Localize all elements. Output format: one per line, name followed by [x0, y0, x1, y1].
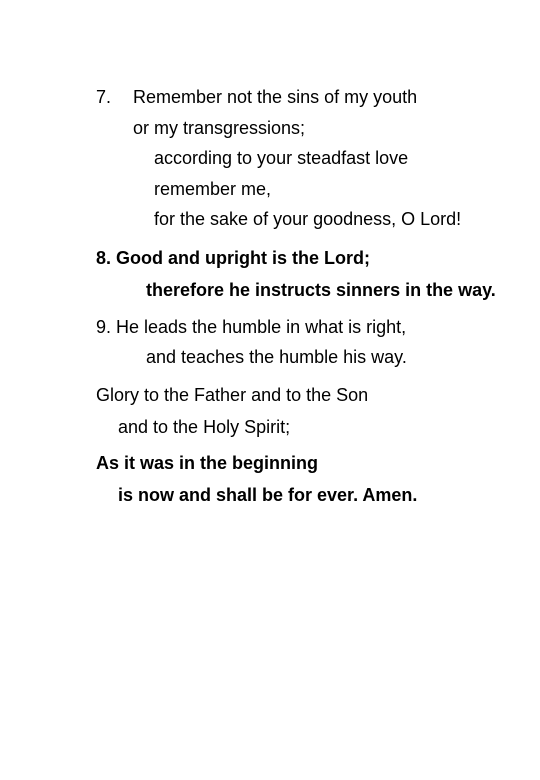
- verse-7-line-4: remember me,: [154, 179, 272, 199]
- verse-7-line-2: or my transgressions;: [133, 118, 306, 138]
- gloria-leader-line-2: and to the Holy Spirit;: [118, 417, 291, 437]
- gloria-response-line-2: is now and shall be for ever. Amen.: [118, 485, 418, 505]
- verse-7-line-1: Remember not the sins of my youth: [133, 87, 418, 107]
- gloria-response-line-1: As it was in the beginning: [96, 453, 319, 473]
- verse-7-line-5: for the sake of your goodness, O Lord!: [154, 209, 462, 229]
- verse-9-line-2: and teaches the humble his way.: [146, 347, 407, 367]
- verse-7-number: 7.: [96, 87, 112, 107]
- verse-8-line-1: 8. Good and upright is the Lord;: [96, 248, 370, 268]
- gloria-leader-line-1: Glory to the Father and to the Son: [96, 385, 369, 405]
- verse-7-line-3: according to your steadfast love: [154, 148, 409, 168]
- verse-9-line-1: 9. He leads the humble in what is right,: [96, 317, 407, 337]
- verse-8-line-2: therefore he instructs sinners in the way.: [146, 280, 496, 300]
